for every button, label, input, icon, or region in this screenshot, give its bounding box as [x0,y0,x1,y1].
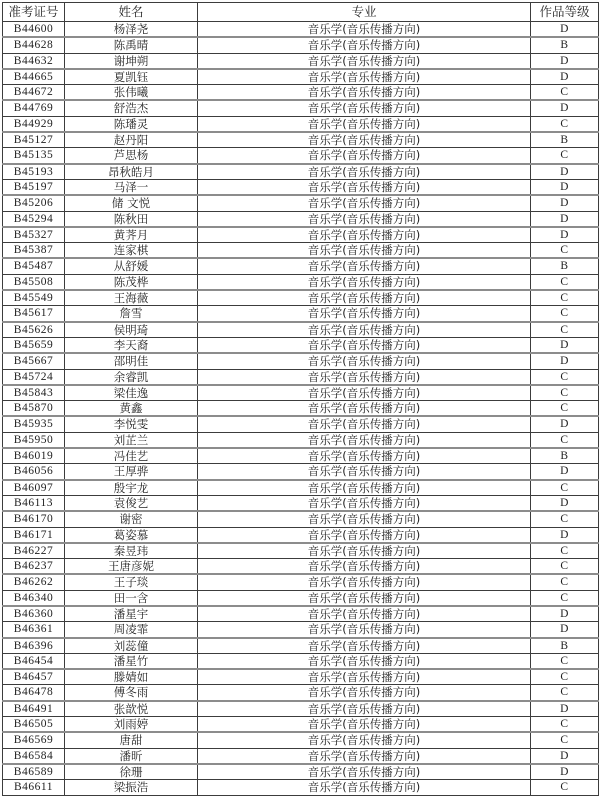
major-cell: 音乐学(音乐传播方向) [198,480,531,496]
name-cell: 连家棋 [65,243,198,259]
major-cell: 音乐学(音乐传播方向) [198,132,531,148]
major-cell: 音乐学(音乐传播方向) [198,638,531,654]
name-cell: 秦昱玮 [65,543,198,559]
major-cell: 音乐学(音乐传播方向) [198,701,531,717]
col-header-major: 专业 [198,3,531,22]
major-cell: 音乐学(音乐传播方向) [198,290,531,306]
exam-id-cell: B45508 [3,274,65,290]
grade-cell: C [531,480,599,496]
grade-cell: D [531,701,599,717]
exam-id-cell: B45950 [3,432,65,448]
name-cell: 陈璠灵 [65,116,198,132]
table-row [3,732,599,748]
exam-id-cell: B46227 [3,543,65,559]
table-row [3,448,599,464]
name-cell: 陈秋田 [65,211,198,227]
exam-id-cell: B46360 [3,606,65,622]
major-cell: 音乐学(音乐传播方向) [198,401,531,417]
major-cell: 音乐学(音乐传播方向) [198,211,531,227]
table-row [3,764,599,780]
name-cell: 潘昕 [65,748,198,764]
major-cell: 音乐学(音乐传播方向) [198,179,531,195]
exam-id-cell: B46569 [3,732,65,748]
exam-id-cell: B45294 [3,211,65,227]
name-cell: 从舒媛 [65,258,198,274]
grade-cell: C [531,543,599,559]
table-row [3,543,599,559]
table-row [3,37,599,53]
grade-cell: D [531,527,599,543]
grade-cell: C [531,780,599,795]
name-cell: 詹雪 [65,306,198,322]
table-header [3,3,599,22]
exam-id-cell: B44665 [3,69,65,85]
grade-cell: C [531,732,599,748]
name-cell: 傅冬雨 [65,685,198,701]
exam-id-cell: B46113 [3,495,65,511]
major-cell: 音乐学(音乐传播方向) [198,448,531,464]
grade-cell: C [531,669,599,685]
grade-cell: D [531,464,599,480]
table-row [3,590,599,606]
grade-cell: D [531,606,599,622]
exam-id-cell: B46611 [3,780,65,795]
major-cell: 音乐学(音乐传播方向) [198,322,531,338]
name-cell: 滕婧如 [65,669,198,685]
table-row [3,258,599,274]
grade-cell: B [531,448,599,464]
exam-id-cell: B45667 [3,353,65,369]
exam-id-cell: B46262 [3,574,65,590]
grade-cell: C [531,559,599,575]
major-cell: 音乐学(音乐传播方向) [198,559,531,575]
name-cell: 黄荠月 [65,227,198,243]
exam-id-cell: B45387 [3,243,65,259]
name-cell: 芦思杨 [65,148,198,164]
table-row [3,401,599,417]
name-cell: 唐甜 [65,732,198,748]
grade-cell: D [531,622,599,638]
grade-cell: C [531,85,599,101]
table-row [3,701,599,717]
grade-cell: D [531,353,599,369]
table-row [3,243,599,259]
table-row [3,464,599,480]
name-cell: 昂秋皓月 [65,164,198,180]
name-cell: 谢密 [65,511,198,527]
grade-cell: C [531,385,599,401]
exam-id-cell: B45197 [3,179,65,195]
grade-cell: C [531,322,599,338]
name-cell: 夏凯钰 [65,69,198,85]
table-row [3,322,599,338]
major-cell: 音乐学(音乐传播方向) [198,258,531,274]
name-cell: 潘星竹 [65,653,198,669]
table-row [3,638,599,654]
table-row [3,416,599,432]
exam-id-cell: B44769 [3,100,65,116]
table-row [3,780,599,795]
grade-cell: C [531,685,599,701]
table-row [3,227,599,243]
major-cell: 音乐学(音乐传播方向) [198,495,531,511]
major-cell: 音乐学(音乐传播方向) [198,385,531,401]
grade-cell: C [531,590,599,606]
exam-id-cell: B45626 [3,322,65,338]
grade-cell: D [531,416,599,432]
results-table [2,2,599,796]
name-cell: 袁俊艺 [65,495,198,511]
table-row [3,274,599,290]
exam-id-cell: B45870 [3,401,65,417]
exam-id-cell: B44600 [3,22,65,38]
header-row [3,3,599,22]
name-cell: 刘芷兰 [65,432,198,448]
major-cell: 音乐学(音乐传播方向) [198,100,531,116]
exam-id-cell: B45206 [3,195,65,211]
major-cell: 音乐学(音乐传播方向) [198,243,531,259]
exam-id-cell: B46056 [3,464,65,480]
table-row [3,369,599,385]
exam-id-cell: B46237 [3,559,65,575]
major-cell: 音乐学(音乐传播方向) [198,337,531,353]
table-row [3,511,599,527]
exam-id-cell: B44628 [3,37,65,53]
name-cell: 梁佳逸 [65,385,198,401]
name-cell: 张歆悦 [65,701,198,717]
exam-id-cell: B46019 [3,448,65,464]
table-row [3,574,599,590]
grade-cell: C [531,432,599,448]
table-row [3,53,599,69]
table-row [3,717,599,733]
name-cell: 王子琰 [65,574,198,590]
major-cell: 音乐学(音乐传播方向) [198,227,531,243]
name-cell: 储 文悦 [65,195,198,211]
exam-id-cell: B44672 [3,85,65,101]
name-cell: 梁振浩 [65,780,198,795]
table-row [3,195,599,211]
major-cell: 音乐学(音乐传播方向) [198,148,531,164]
grade-cell: C [531,401,599,417]
table-row [3,164,599,180]
table-row [3,116,599,132]
major-cell: 音乐学(音乐传播方向) [198,274,531,290]
grade-cell: C [531,511,599,527]
grade-cell: C [531,717,599,733]
grade-cell: D [531,764,599,780]
name-cell: 李悦雯 [65,416,198,432]
grade-cell: C [531,369,599,385]
grade-cell: B [531,638,599,654]
col-header-exam-id: 准考证号 [3,3,65,22]
exam-id-cell: B45487 [3,258,65,274]
col-header-name: 姓名 [65,3,198,22]
table-row [3,353,599,369]
grade-cell: C [531,290,599,306]
name-cell: 刘雨婷 [65,717,198,733]
table-row [3,100,599,116]
name-cell: 周凌霏 [65,622,198,638]
exam-id-cell: B45549 [3,290,65,306]
major-cell: 音乐学(音乐传播方向) [198,195,531,211]
exam-id-cell: B46396 [3,638,65,654]
exam-id-cell: B46171 [3,527,65,543]
name-cell: 陈茂桦 [65,274,198,290]
major-cell: 音乐学(音乐传播方向) [198,574,531,590]
grade-cell: B [531,37,599,53]
table-row [3,179,599,195]
grade-cell: D [531,227,599,243]
table-row [3,22,599,38]
name-cell: 赵丹阳 [65,132,198,148]
table-row [3,669,599,685]
table-row [3,480,599,496]
major-cell: 音乐学(音乐传播方向) [198,543,531,559]
table-row [3,622,599,638]
major-cell: 音乐学(音乐传播方向) [198,590,531,606]
major-cell: 音乐学(音乐传播方向) [198,685,531,701]
major-cell: 音乐学(音乐传播方向) [198,669,531,685]
grade-cell: D [531,100,599,116]
exam-id-cell: B45193 [3,164,65,180]
exam-id-cell: B46457 [3,669,65,685]
major-cell: 音乐学(音乐传播方向) [198,37,531,53]
name-cell: 刘蕊僮 [65,638,198,654]
exam-id-cell: B45127 [3,132,65,148]
name-cell: 张伟曦 [65,85,198,101]
name-cell: 黄鑫 [65,401,198,417]
grade-cell: B [531,132,599,148]
major-cell: 音乐学(音乐传播方向) [198,732,531,748]
major-cell: 音乐学(音乐传播方向) [198,53,531,69]
table-row [3,211,599,227]
major-cell: 音乐学(音乐传播方向) [198,164,531,180]
table-row [3,748,599,764]
grade-cell: C [531,274,599,290]
exam-id-cell: B46361 [3,622,65,638]
major-cell: 音乐学(音乐传播方向) [198,464,531,480]
name-cell: 田一含 [65,590,198,606]
major-cell: 音乐学(音乐传播方向) [198,116,531,132]
grade-cell: C [531,116,599,132]
grade-cell: D [531,495,599,511]
grade-cell: C [531,243,599,259]
table-row [3,653,599,669]
grade-cell: D [531,179,599,195]
exam-id-cell: B46505 [3,717,65,733]
major-cell: 音乐学(音乐传播方向) [198,22,531,38]
major-cell: 音乐学(音乐传播方向) [198,511,531,527]
major-cell: 音乐学(音乐传播方向) [198,527,531,543]
name-cell: 殷宇龙 [65,480,198,496]
grade-cell: D [531,195,599,211]
grade-cell: D [531,748,599,764]
table-row [3,148,599,164]
grade-cell: D [531,164,599,180]
name-cell: 谢坤朔 [65,53,198,69]
name-cell: 舒浩杰 [65,100,198,116]
major-cell: 音乐学(音乐传播方向) [198,717,531,733]
grade-cell: D [531,53,599,69]
name-cell: 潘星宇 [65,606,198,622]
major-cell: 音乐学(音乐传播方向) [198,85,531,101]
name-cell: 王海薇 [65,290,198,306]
table-row [3,559,599,575]
exam-id-cell: B45724 [3,369,65,385]
table-row [3,495,599,511]
table-row [3,606,599,622]
table-row [3,385,599,401]
exam-id-cell: B45659 [3,337,65,353]
name-cell: 杨泽尧 [65,22,198,38]
exam-id-cell: B46340 [3,590,65,606]
exam-id-cell: B45617 [3,306,65,322]
table-row [3,132,599,148]
name-cell: 邵明佳 [65,353,198,369]
grade-cell: C [531,306,599,322]
major-cell: 音乐学(音乐传播方向) [198,748,531,764]
exam-id-cell: B45327 [3,227,65,243]
major-cell: 音乐学(音乐传播方向) [198,369,531,385]
name-cell: 马泽一 [65,179,198,195]
name-cell: 徐珊 [65,764,198,780]
name-cell: 冯佳艺 [65,448,198,464]
exam-id-cell: B45135 [3,148,65,164]
table-row [3,69,599,85]
exam-id-cell: B46491 [3,701,65,717]
grade-cell: D [531,337,599,353]
table-row [3,685,599,701]
major-cell: 音乐学(音乐传播方向) [198,622,531,638]
major-cell: 音乐学(音乐传播方向) [198,780,531,795]
grade-cell: D [531,69,599,85]
col-header-grade: 作品等级 [531,3,599,22]
major-cell: 音乐学(音乐传播方向) [198,69,531,85]
major-cell: 音乐学(音乐传播方向) [198,432,531,448]
name-cell: 葛姿慕 [65,527,198,543]
major-cell: 音乐学(音乐传播方向) [198,416,531,432]
name-cell: 李天裔 [65,337,198,353]
table-row [3,306,599,322]
grade-cell: C [531,148,599,164]
exam-id-cell: B46170 [3,511,65,527]
grade-cell: C [531,574,599,590]
table-row [3,85,599,101]
name-cell: 陈禹晴 [65,37,198,53]
major-cell: 音乐学(音乐传播方向) [198,306,531,322]
exam-id-cell: B44929 [3,116,65,132]
exam-id-cell: B45935 [3,416,65,432]
major-cell: 音乐学(音乐传播方向) [198,764,531,780]
exam-id-cell: B45843 [3,385,65,401]
table-row [3,527,599,543]
table-row [3,432,599,448]
exam-id-cell: B44632 [3,53,65,69]
grade-cell: C [531,653,599,669]
exam-id-cell: B46584 [3,748,65,764]
name-cell: 侯明琦 [65,322,198,338]
name-cell: 王唐彦妮 [65,559,198,575]
exam-id-cell: B46478 [3,685,65,701]
table-row [3,337,599,353]
exam-id-cell: B46454 [3,653,65,669]
name-cell: 王厚骅 [65,464,198,480]
exam-id-cell: B46589 [3,764,65,780]
grade-cell: B [531,258,599,274]
name-cell: 余睿凯 [65,369,198,385]
major-cell: 音乐学(音乐传播方向) [198,653,531,669]
grade-cell: D [531,22,599,38]
table-body [3,22,599,796]
grade-cell: D [531,211,599,227]
major-cell: 音乐学(音乐传播方向) [198,353,531,369]
exam-id-cell: B46097 [3,480,65,496]
major-cell: 音乐学(音乐传播方向) [198,606,531,622]
table-row [3,290,599,306]
